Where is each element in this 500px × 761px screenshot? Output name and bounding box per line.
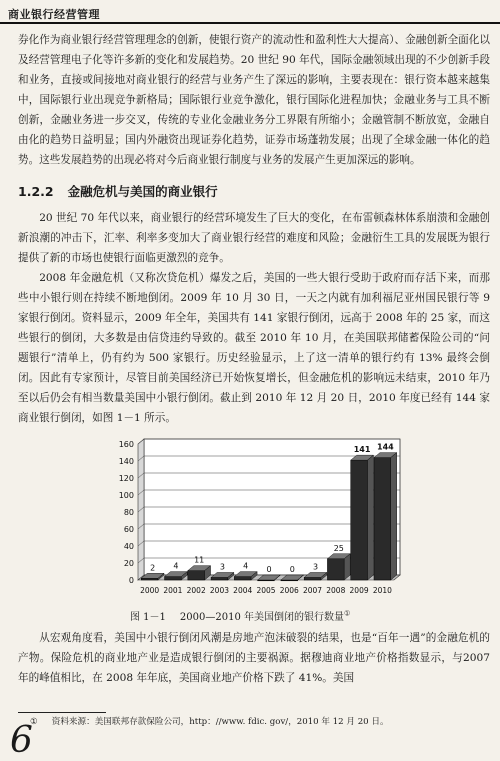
x-tick-label: 2005 [256,586,276,595]
bar-chart-svg [110,436,410,612]
data-label: 4 [243,561,249,571]
footnote-rule [18,712,106,713]
x-tick-label: 2002 [186,586,206,595]
bar [374,458,391,580]
x-tick-label: 2010 [372,586,392,595]
figure-caption-text: 2000—2010 年美国倒闭的银行数量 [179,612,344,623]
y-tick-label: 40 [123,542,134,551]
running-header [0,6,500,24]
data-label: 141 [353,445,371,455]
bar [327,559,344,580]
bar-side [391,453,397,580]
bar [304,577,321,580]
x-tick-label: 2004 [233,586,253,595]
data-label: 144 [377,442,394,452]
section-number: 1.2.2 [18,184,54,199]
y-tick-label: 20 [123,559,134,568]
header-rule [0,22,500,24]
data-label: 3 [312,562,319,572]
data-label: 25 [333,543,344,553]
footnote [30,715,389,727]
figure-number: 图 1－1 [130,612,166,623]
paragraph-environment: 20 世纪 70 年代以来，商业银行的经营环境发生了巨大的变化，在布雷顿森林体系崩溃和金融创新浪潮的冲击下，汇率、利率多变加大了商业银行经营的难度和风险；金融衍生工具的发展既为银行提供了新的市场也使银行面临更激烈的竞争。 [18,212,490,264]
footnote-text: 资料来源：美国联邦存款保险公司，http：//www. fdic. gov/，2010 年 12 月 20 日。 [51,717,389,727]
data-label: 4 [173,561,179,571]
data-label: 3 [219,562,226,572]
paragraph-crisis: 2008 年金融危机（又称次贷危机）爆发之后，美国的一些大银行受助于政府而存活下来，而那些中小银行则在持续不断地倒闭。2009 年 10 月 30 日，一天之内就有加利福尼亚州国民银行等 9 家银行倒闭。资料显示，2009 年全年，美国共有 141 家银行倒闭，远高于 2008 年的 25 家，而这些银行的倒闭，大多数是由信贷违约导致的。截至 2010 年 10 月，在美国联邦储蓄保险公司的“问题银行”清单上，仍有约为 500 家银行。历史经验显示，上了这一清单的银行约有 13% 最终会倒闭。因此有专家预计，尽管目前美国经济已开始恢复增长，但金融危机的影响远未结束，2010 年乃至以后仍会有相当数量美国中小银行倒闭。截止到 2010 年 12 月 20 日，2010 年度已经有 144 家商业银行倒闭，如图 1－1 所示。 [18,272,490,424]
x-tick-label: 2007 [302,586,323,595]
data-label: 0 [266,565,272,574]
bar [211,577,228,580]
page-number: 6 [10,720,33,761]
bar [234,577,251,580]
bank-failures-chart [110,436,410,612]
bar-side [367,455,373,580]
x-tick-label: 2001 [163,586,183,595]
x-tick-label: 2006 [279,586,299,595]
x-tick-label: 2008 [326,586,346,595]
figure-note-mark: ① [343,609,351,618]
running-header-title: 商业银行经营管理 [8,8,100,21]
y-tick-label: 140 [118,457,134,466]
data-label: 0 [289,565,295,574]
y-tick-label: 160 [118,440,134,449]
bar [165,577,182,580]
data-label: 11 [194,555,205,565]
section-heading [18,182,218,200]
x-tick-label: 2003 [209,586,230,595]
paragraph-trends: 券化作为商业银行经营管理理念的创新，使银行资产的流动性和盈利性大大提高）、金融创新全面化以及经营管理电子化等许多新的变化和发展趋势。20 世纪 90 年代，国际金融领域出现的不少创新手段和业务，直接或间接地对商业银行的经营与业务产生了深远的影响，主要表现在：银行资本越来越集中，国际银行业出现竞争新格局；国际银行业竞争激化，银行国际化进程加快；金融业务与工具不断创新，金融业务进一步交叉，传统的专业化金融业务分工界限有所缩小；金融管制不断放宽，金融自由化的趋势日益明显；国内外融资出现证券化趋势，证券市场蓬勃发展；出现了全球金融一体化的趋势。这些发展趋势的出现必将对今后商业银行制度与业务的发展产生更加深远的影响。 [18,34,490,166]
y-tick-label: 0 [128,576,134,585]
y-tick-label: 120 [118,474,134,483]
x-tick-label: 2009 [349,586,369,595]
figure-caption [130,608,350,623]
data-label: 2 [150,563,156,573]
y-tick-label: 60 [123,525,134,534]
x-tick-label: 2000 [140,586,160,595]
bar [188,571,205,580]
footnote-mark: ① [30,717,38,727]
bar [141,578,158,580]
y-tick-label: 100 [118,491,134,500]
y-tick-label: 80 [123,508,134,517]
paragraph-macro: 从宏观角度看，美国中小银行倒闭风潮是房地产泡沫破裂的结果，也是“百年一遇”的金融危机的产物。保险危机的商业地产业是造成银行倒闭的主要祸源。据穆迪商业地产价格指数显示，与2007 年的峰值相比，在 2008 年年底，美国商业地产价格下跌了 41%。美国 [18,632,490,684]
bar [351,460,368,580]
section-title: 金融危机与美国的商业银行 [67,184,218,199]
